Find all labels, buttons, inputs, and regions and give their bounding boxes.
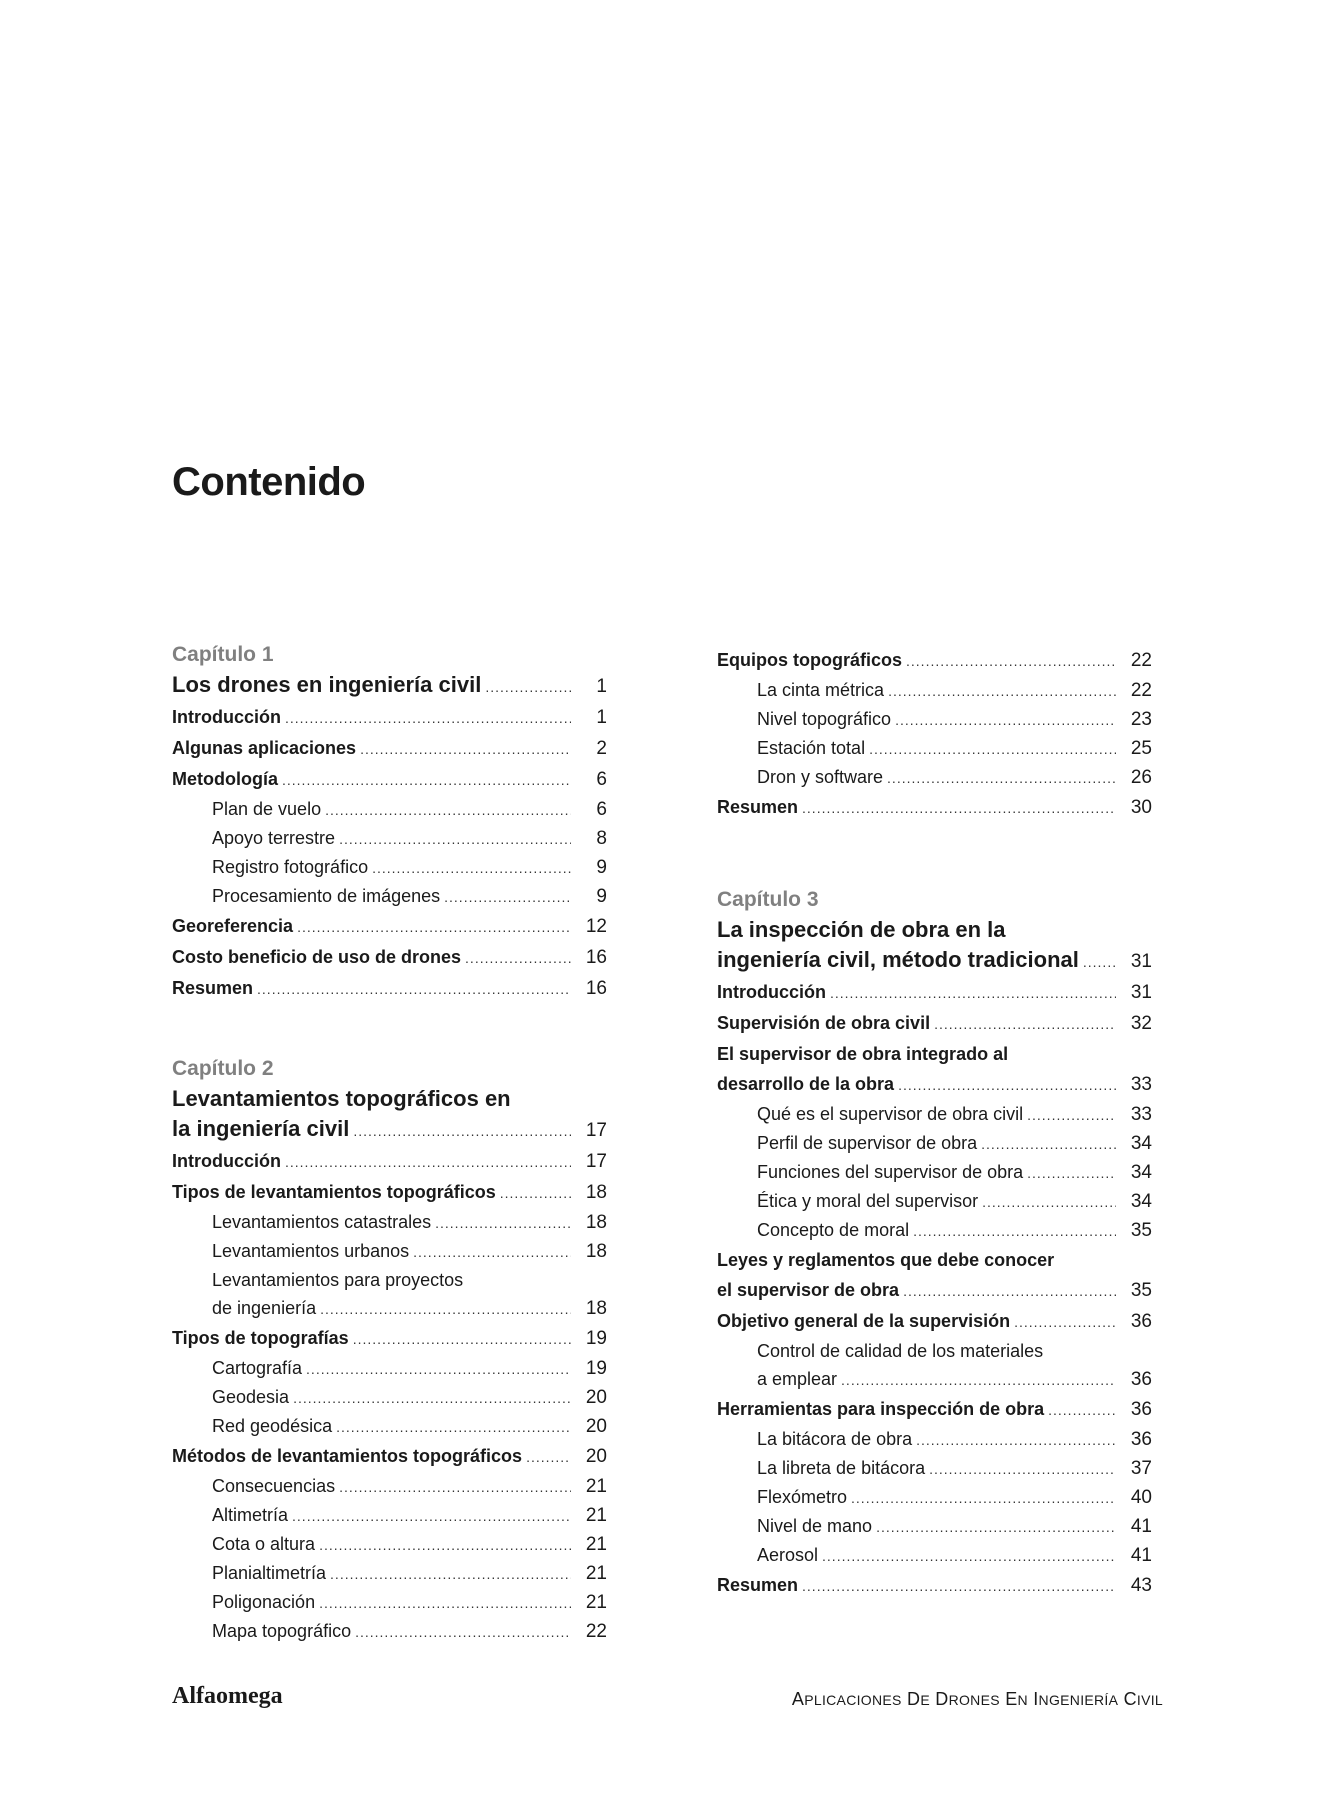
toc-entry-text: Equipos topográficos bbox=[717, 650, 903, 670]
toc-entry[interactable] bbox=[172, 1354, 607, 1383]
toc-entry-page: 19 bbox=[585, 1358, 607, 1379]
toc-entry-text: desarrollo de la obra bbox=[717, 1074, 895, 1094]
toc-entry-page: 37 bbox=[1130, 1458, 1152, 1479]
dot-leader bbox=[306, 1355, 571, 1383]
toc-entry[interactable] bbox=[172, 1177, 607, 1208]
toc-entry-page: 22 bbox=[1130, 650, 1152, 671]
dot-leader bbox=[1048, 1395, 1116, 1425]
toc-right-column bbox=[717, 645, 1152, 1651]
dot-leader bbox=[320, 1295, 571, 1323]
toc-entry-line: Levantamientos para proyectos bbox=[212, 1270, 464, 1290]
toc-entry-text: Dron y software bbox=[757, 767, 884, 787]
dot-leader bbox=[830, 978, 1116, 1008]
dot-leader bbox=[1027, 1159, 1116, 1187]
toc-entry[interactable] bbox=[172, 1208, 607, 1237]
toc-entry-text: Red geodésica bbox=[212, 1416, 333, 1436]
toc-entry-page: 41 bbox=[1130, 1516, 1152, 1537]
toc-entry-text: Plan de vuelo bbox=[212, 799, 322, 819]
toc-entry-page: 26 bbox=[1130, 767, 1152, 788]
toc-entry-text: Introducción bbox=[172, 707, 281, 727]
toc-entry-page: 18 bbox=[585, 1212, 607, 1233]
toc-entry-text: el supervisor de obra bbox=[717, 1280, 900, 1300]
toc-entry[interactable] bbox=[717, 1216, 1152, 1245]
chapter-label: Capítulo 3 bbox=[717, 888, 819, 911]
toc-entry-page: 6 bbox=[596, 769, 607, 790]
toc-entry-page: 20 bbox=[585, 1387, 607, 1408]
toc-entry-text: Resumen bbox=[172, 978, 254, 998]
toc-entry-page: 21 bbox=[585, 1592, 607, 1613]
toc-entry[interactable] bbox=[717, 1425, 1152, 1454]
toc-entry[interactable] bbox=[172, 973, 607, 1004]
dot-leader bbox=[802, 793, 1116, 823]
toc-entry-text: Georeferencia bbox=[172, 916, 294, 936]
chapter-label: Capítulo 2 bbox=[172, 1057, 274, 1080]
toc-entry[interactable] bbox=[717, 763, 1152, 792]
toc-entry-text: Resumen bbox=[717, 1575, 799, 1595]
dot-leader bbox=[869, 735, 1116, 763]
chapter-block bbox=[717, 885, 1152, 1601]
dot-leader bbox=[292, 1502, 571, 1530]
toc-entry-text: Nivel de mano bbox=[757, 1516, 873, 1536]
toc-entry-text: Objetivo general de la supervisión bbox=[717, 1311, 1011, 1331]
toc-entry-page: 22 bbox=[585, 1621, 607, 1642]
toc-entry-page: 20 bbox=[585, 1416, 607, 1437]
toc-entry-page: 17 bbox=[585, 1151, 607, 1172]
toc-entry-page: 9 bbox=[596, 857, 607, 878]
toc-entry-text: Levantamientos catastrales bbox=[212, 1212, 432, 1232]
dot-leader bbox=[913, 1217, 1116, 1245]
dot-leader bbox=[982, 1188, 1116, 1216]
dot-leader bbox=[916, 1426, 1116, 1454]
toc-entry-page: 23 bbox=[1130, 709, 1152, 730]
toc-entry-text: Funciones del supervisor de obra bbox=[757, 1162, 1024, 1182]
dot-leader bbox=[413, 1238, 571, 1266]
dot-leader bbox=[372, 854, 571, 882]
toc-entry[interactable] bbox=[717, 1187, 1152, 1216]
toc-entry-page: 36 bbox=[1130, 1369, 1152, 1390]
dot-leader bbox=[285, 703, 571, 733]
dot-leader bbox=[1014, 1307, 1116, 1337]
dot-leader bbox=[353, 1324, 571, 1354]
toc-entry-text: Tipos de topografías bbox=[172, 1328, 349, 1348]
toc-entry[interactable] bbox=[172, 1412, 607, 1441]
continued-entries bbox=[717, 645, 1152, 823]
dot-leader bbox=[282, 765, 571, 795]
toc-entry[interactable] bbox=[172, 911, 607, 942]
toc-entry-text: Metodología bbox=[172, 769, 278, 789]
dot-leader bbox=[934, 1009, 1116, 1039]
toc-entry[interactable] bbox=[717, 792, 1152, 823]
dot-leader bbox=[293, 1384, 571, 1412]
toc-entry-text: de ingeniería bbox=[212, 1298, 317, 1318]
toc-entry-text: Ética y moral del supervisor bbox=[757, 1191, 979, 1211]
toc-entry-page: 16 bbox=[585, 978, 607, 999]
toc-entry[interactable] bbox=[172, 824, 607, 853]
toc-entry-page: 32 bbox=[1130, 1013, 1152, 1034]
toc-entry-page: 21 bbox=[585, 1505, 607, 1526]
dot-leader bbox=[906, 646, 1116, 676]
toc-entry[interactable] bbox=[172, 1588, 607, 1617]
toc-entry[interactable] bbox=[717, 1069, 1152, 1100]
toc-entry-text: Estación total bbox=[757, 738, 866, 758]
toc-entry[interactable] bbox=[172, 733, 607, 764]
toc-entry-text: Tipos de levantamientos topográficos bbox=[172, 1182, 496, 1202]
toc-entry-page: 40 bbox=[1130, 1487, 1152, 1508]
toc-entry-line: El supervisor de obra integrado al bbox=[717, 1044, 1009, 1064]
toc-entry-page: 21 bbox=[585, 1563, 607, 1584]
toc-entry-page: 20 bbox=[585, 1446, 607, 1467]
toc-entry-page: 36 bbox=[1130, 1429, 1152, 1450]
dot-leader bbox=[822, 1542, 1116, 1570]
toc-entry[interactable] bbox=[172, 1146, 607, 1177]
toc-entry-page: 16 bbox=[585, 947, 607, 968]
toc-entry-page: 18 bbox=[585, 1182, 607, 1203]
page-title: Contenido bbox=[172, 460, 366, 504]
footer-publisher: Alfaomega bbox=[172, 1683, 283, 1709]
dot-leader bbox=[319, 1531, 571, 1559]
toc-entry[interactable] bbox=[717, 1483, 1152, 1512]
toc-entry-text: Altimetría bbox=[212, 1505, 289, 1525]
dot-leader bbox=[841, 1366, 1116, 1394]
dot-leader bbox=[360, 734, 571, 764]
toc-entry-page: 31 bbox=[1130, 982, 1152, 1003]
chapter-title-text: Los drones en ingeniería civil bbox=[172, 672, 482, 697]
toc-entry-page: 21 bbox=[585, 1534, 607, 1555]
dot-leader bbox=[1027, 1101, 1116, 1129]
toc-entry[interactable] bbox=[717, 1454, 1152, 1483]
toc-entry[interactable] bbox=[172, 1323, 607, 1354]
toc-entry-text: Procesamiento de imágenes bbox=[212, 886, 441, 906]
toc-entry[interactable] bbox=[717, 1365, 1152, 1394]
toc-entry-page: 34 bbox=[1130, 1133, 1152, 1154]
chapter-title[interactable] bbox=[172, 1114, 607, 1146]
dot-leader bbox=[319, 1589, 571, 1617]
toc-entry-text: Consecuencias bbox=[212, 1476, 336, 1496]
dot-leader bbox=[339, 1473, 571, 1501]
toc-entry-text: Qué es el supervisor de obra civil bbox=[757, 1104, 1024, 1124]
chapter-title-page: 17 bbox=[585, 1120, 607, 1141]
chapter-block bbox=[172, 640, 607, 1004]
dot-leader bbox=[444, 883, 571, 911]
dot-leader bbox=[1083, 947, 1116, 977]
toc-entry[interactable] bbox=[172, 1530, 607, 1559]
toc-entry-text: Flexómetro bbox=[757, 1487, 848, 1507]
toc-entry-text: Perfil de supervisor de obra bbox=[757, 1133, 978, 1153]
dot-leader bbox=[465, 943, 571, 973]
toc-entry[interactable] bbox=[717, 1570, 1152, 1601]
toc-entry[interactable] bbox=[172, 1472, 607, 1501]
dot-leader bbox=[325, 796, 571, 824]
toc-entry[interactable] bbox=[172, 1441, 607, 1472]
toc-entry-page: 25 bbox=[1130, 738, 1152, 759]
toc-entry-text: La cinta métrica bbox=[757, 680, 885, 700]
dot-leader bbox=[485, 672, 571, 702]
dot-leader bbox=[257, 974, 571, 1004]
dot-leader bbox=[895, 706, 1116, 734]
chapter-title-text: la ingeniería civil bbox=[172, 1116, 350, 1141]
toc-entry-text: Algunas aplicaciones bbox=[172, 738, 357, 758]
toc-entry-text: Poligonación bbox=[212, 1592, 316, 1612]
toc-entry[interactable] bbox=[717, 1008, 1152, 1039]
dot-leader bbox=[500, 1178, 571, 1208]
toc-entry-text: Mapa topográfico bbox=[212, 1621, 352, 1641]
toc-entry-text: Cartografía bbox=[212, 1358, 303, 1378]
toc-entry-text: La bitácora de obra bbox=[757, 1429, 913, 1449]
dot-leader bbox=[887, 764, 1116, 792]
toc-entry[interactable] bbox=[172, 1383, 607, 1412]
dot-leader bbox=[336, 1413, 571, 1441]
toc-entry[interactable] bbox=[172, 1617, 607, 1646]
toc-entry-page: 1 bbox=[596, 707, 607, 728]
toc-entry-page: 6 bbox=[596, 799, 607, 820]
chapter-title-page: 1 bbox=[596, 676, 607, 697]
toc-entry-text: Introducción bbox=[717, 982, 826, 1002]
chapter-title-line: La inspección de obra en la bbox=[717, 917, 1006, 942]
toc-entry-page: 19 bbox=[585, 1328, 607, 1349]
toc-entry-text: Planialtimetría bbox=[212, 1563, 327, 1583]
dot-leader bbox=[802, 1571, 1116, 1601]
toc-entry-page: 41 bbox=[1130, 1545, 1152, 1566]
toc-entry-page: 43 bbox=[1130, 1575, 1152, 1596]
toc-entry[interactable] bbox=[717, 676, 1152, 705]
toc-entry-page: 12 bbox=[585, 916, 607, 937]
dot-leader bbox=[526, 1442, 571, 1472]
chapter-block bbox=[172, 1054, 607, 1646]
toc-entry-text: Registro fotográfico bbox=[212, 857, 369, 877]
dot-leader bbox=[876, 1513, 1116, 1541]
dot-leader bbox=[330, 1560, 571, 1588]
chapter-title-line: Levantamientos topográficos en bbox=[172, 1086, 511, 1111]
toc-entry-text: Métodos de levantamientos topográficos bbox=[172, 1446, 523, 1466]
toc-entry-page: 18 bbox=[585, 1298, 607, 1319]
toc-entry-page: 34 bbox=[1130, 1191, 1152, 1212]
toc-entry-text: Herramientas para inspección de obra bbox=[717, 1399, 1045, 1419]
toc-entry[interactable] bbox=[717, 1158, 1152, 1187]
toc-entry-text: Cota o altura bbox=[212, 1534, 316, 1554]
toc-entry-page: 34 bbox=[1130, 1162, 1152, 1183]
dot-leader bbox=[898, 1070, 1116, 1100]
toc-entry-text: Introducción bbox=[172, 1151, 281, 1171]
dot-leader bbox=[903, 1276, 1116, 1306]
toc-entry-page: 9 bbox=[596, 886, 607, 907]
toc-entry-page: 30 bbox=[1130, 797, 1152, 818]
chapter-title[interactable] bbox=[717, 945, 1152, 977]
toc-entry[interactable] bbox=[172, 882, 607, 911]
toc-entry-page: 2 bbox=[596, 738, 607, 759]
toc-entry[interactable] bbox=[717, 1541, 1152, 1570]
chapter-title-page: 31 bbox=[1130, 951, 1152, 972]
dot-leader bbox=[888, 677, 1116, 705]
toc-entry-page: 33 bbox=[1130, 1074, 1152, 1095]
toc-entry-line: Leyes y reglamentos que debe conocer bbox=[717, 1250, 1055, 1270]
toc-entry-text: a emplear bbox=[757, 1369, 838, 1389]
toc-entry-text: Aerosol bbox=[757, 1545, 819, 1565]
dot-leader bbox=[339, 825, 571, 853]
toc-entry-line: Control de calidad de los materiales bbox=[757, 1341, 1044, 1361]
dot-leader bbox=[981, 1130, 1116, 1158]
toc-entry[interactable] bbox=[172, 1237, 607, 1266]
dot-leader bbox=[355, 1618, 571, 1646]
toc-entry[interactable] bbox=[717, 1275, 1152, 1306]
toc-left-column bbox=[172, 640, 607, 1696]
toc-entry-text: Levantamientos urbanos bbox=[212, 1241, 410, 1261]
toc-entry-page: 35 bbox=[1130, 1220, 1152, 1241]
toc-entry[interactable] bbox=[717, 645, 1152, 676]
toc-entry-text: Resumen bbox=[717, 797, 799, 817]
toc-entry[interactable] bbox=[717, 1394, 1152, 1425]
toc-entry-page: 18 bbox=[585, 1241, 607, 1262]
toc-entry-page: 33 bbox=[1130, 1104, 1152, 1125]
toc-entry-page: 8 bbox=[596, 828, 607, 849]
toc-entry-page: 36 bbox=[1130, 1311, 1152, 1332]
toc-entry-text: Supervisión de obra civil bbox=[717, 1013, 931, 1033]
dot-leader bbox=[851, 1484, 1116, 1512]
toc-entry[interactable] bbox=[717, 734, 1152, 763]
footer-book-title: APLICACIONES DE DRONES EN INGENIERÍA CIVIL bbox=[791, 1689, 1163, 1709]
toc-entry-page: 36 bbox=[1130, 1399, 1152, 1420]
toc-entry[interactable] bbox=[717, 977, 1152, 1008]
toc-entry[interactable] bbox=[172, 1559, 607, 1588]
toc-entry[interactable] bbox=[717, 1100, 1152, 1129]
toc-entry-text: Apoyo terrestre bbox=[212, 828, 336, 848]
dot-leader bbox=[435, 1209, 571, 1237]
toc-entry[interactable] bbox=[172, 1501, 607, 1530]
toc-entry-text: Costo beneficio de uso de drones bbox=[172, 947, 462, 967]
toc-entry[interactable] bbox=[172, 853, 607, 882]
toc-entry-text: Geodesia bbox=[212, 1387, 290, 1407]
toc-entry-page: 21 bbox=[585, 1476, 607, 1497]
toc-entry-page: 22 bbox=[1130, 680, 1152, 701]
toc-entry[interactable] bbox=[172, 942, 607, 973]
dot-leader bbox=[285, 1147, 571, 1177]
toc-entry[interactable] bbox=[172, 764, 607, 795]
toc-entry[interactable] bbox=[717, 1306, 1152, 1337]
toc-entry[interactable] bbox=[717, 1129, 1152, 1158]
toc-entry[interactable] bbox=[172, 1294, 607, 1323]
toc-entry[interactable] bbox=[172, 795, 607, 824]
chapter-label: Capítulo 1 bbox=[172, 643, 274, 666]
toc-entry[interactable] bbox=[717, 1512, 1152, 1541]
dot-leader bbox=[353, 1116, 571, 1146]
dot-leader bbox=[929, 1455, 1116, 1483]
toc-entry-text: Concepto de moral bbox=[757, 1220, 910, 1240]
toc-entry-text: La libreta de bitácora bbox=[757, 1458, 926, 1478]
chapter-title-text: ingeniería civil, método tradicional bbox=[717, 947, 1079, 972]
toc-entry[interactable] bbox=[717, 705, 1152, 734]
chapter-title[interactable] bbox=[172, 670, 607, 702]
dot-leader bbox=[297, 912, 571, 942]
toc-entry-page: 35 bbox=[1130, 1280, 1152, 1301]
toc-entry-text: Nivel topográfico bbox=[757, 709, 892, 729]
toc-entry[interactable] bbox=[172, 702, 607, 733]
